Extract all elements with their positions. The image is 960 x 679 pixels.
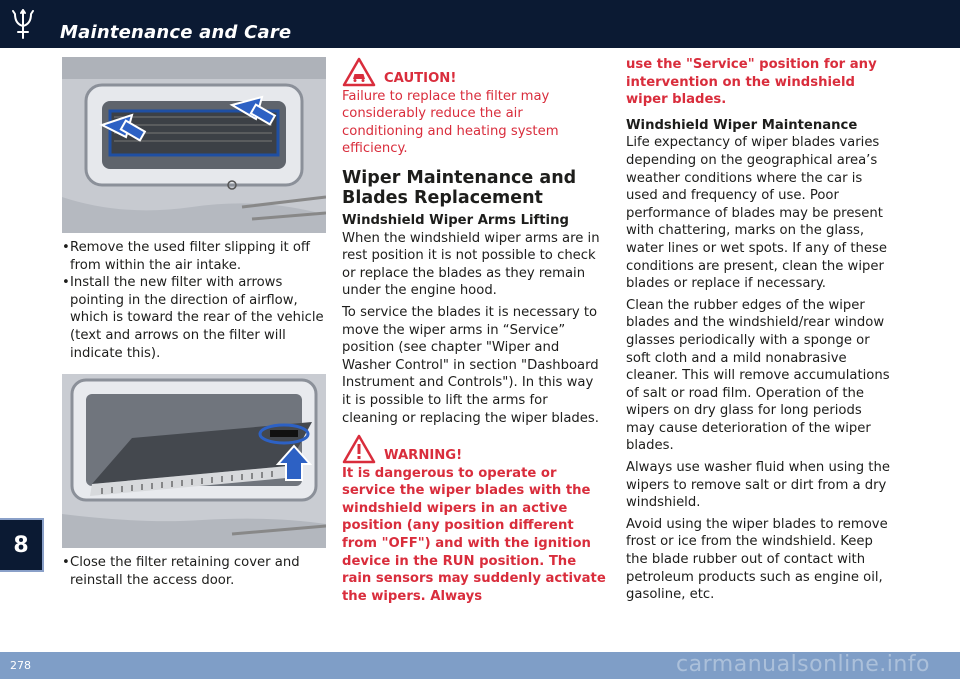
list-item: • Install the new filter with arrows pointing in the direction of airflow, which is toward the rear of the vehicle (text and arrows on the filter will indicate this). bbox=[62, 274, 326, 362]
warning-label: WARNING! bbox=[384, 448, 463, 464]
car-warning-icon bbox=[342, 57, 376, 87]
paragraph: Always use washer fluid when using the wipers to remove salt or dirt from a dry windshield. bbox=[626, 460, 890, 511]
paragraph: Life expectancy of wiper blades varies depending on the geographical area’s weather conditions where the car is used and frequency of use. Poor performance of blades may be present with chattering, marks on the glass, water lines or wet spots. If any of these conditions are present, clean the wiper blades or replace if necessary. bbox=[626, 135, 887, 292]
column-right bbox=[626, 56, 890, 608]
page-title: Maintenance and Care bbox=[60, 22, 292, 43]
list-item: • Remove the used filter slipping it off from within the air intake. bbox=[62, 239, 326, 274]
figure-filter-removal bbox=[62, 57, 326, 233]
caution-text: Failure to replace the filter may considerably reduce the air conditioning and heating system efficiency. bbox=[342, 88, 559, 157]
filter-install-illustration bbox=[62, 374, 326, 548]
warning-continued-text: use the "Service" position for any intervention on the windshield wiper blades. bbox=[626, 57, 877, 108]
page-number: 278 bbox=[10, 659, 31, 672]
triangle-warning-icon bbox=[342, 434, 376, 464]
paragraph: When the windshield wiper arms are in rest position it is not possible to check or replace the blades as they remain under the engine hood. bbox=[342, 230, 600, 299]
caution-heading bbox=[342, 56, 606, 88]
warning-text: It is dangerous to operate or service the wiper blades with the windshield wipers in an active position (any position different from "OFF") and with the ignition device in the RUN position. The rain sensors may suddenly activate the wipers. Always bbox=[342, 465, 606, 604]
subsection-title: Windshield Wiper Arms Lifting bbox=[342, 212, 569, 228]
paragraph: To service the blades it is necessary to move the wiper arms in “Service” position (see chapter "Wiper and Washer Control" in section "Dashboard Instrument and Controls"). In this way it is possible to lift the arms for cleaning or replacing the wiper blades. bbox=[342, 304, 599, 426]
chapter-tab[interactable]: 8 bbox=[0, 518, 44, 572]
column-left bbox=[62, 57, 326, 589]
footer-bar bbox=[0, 652, 960, 679]
figure-filter-install bbox=[62, 374, 326, 548]
section-title: Wiper Maintenance and Blades Replacement bbox=[342, 167, 577, 208]
header-bar bbox=[0, 0, 960, 48]
subsection-title: Windshield Wiper Maintenance bbox=[626, 117, 858, 133]
watermark: carmanualsonline.info bbox=[676, 652, 930, 677]
list-item: • Close the filter retaining cover and reinstall the access door. bbox=[62, 554, 326, 589]
column-middle bbox=[342, 56, 606, 609]
paragraph: Clean the rubber edges of the wiper blades and the windshield/rear window glasses periodically with a sponge or soft cloth and a mild nonabrasive cleaner. This will remove accumulations of salt or road film. Operation of the wipers on dry glass for long periods may cause deterioration of the wiper blades. bbox=[626, 297, 890, 454]
warning-heading bbox=[342, 433, 606, 465]
caution-label: CAUTION! bbox=[384, 71, 457, 86]
filter-steps-list-a bbox=[62, 239, 326, 362]
trident-logo-icon bbox=[10, 8, 36, 40]
filter-removal-illustration bbox=[62, 57, 326, 233]
paragraph: Avoid using the wiper blades to remove frost or ice from the windshield. Keep the blade rubber out of contact with petroleum products such as engine oil, gasoline, etc. bbox=[626, 516, 888, 603]
filter-steps-list-b bbox=[62, 554, 326, 589]
